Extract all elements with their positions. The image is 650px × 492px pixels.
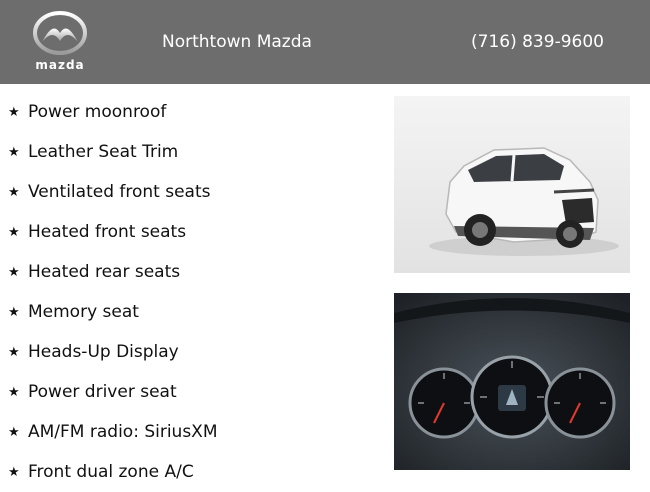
- phone-number[interactable]: (716) 839-9600: [471, 32, 604, 52]
- feature-item: [8, 132, 218, 172]
- star-icon: ★: [8, 344, 20, 360]
- feature-label: Power moonroof: [28, 102, 167, 122]
- feature-list: [8, 92, 218, 492]
- instrument-cluster-photo[interactable]: [394, 293, 630, 470]
- star-icon: ★: [8, 144, 20, 160]
- feature-label: Leather Seat Trim: [28, 142, 179, 162]
- feature-item: [8, 292, 218, 332]
- feature-item: [8, 212, 218, 252]
- feature-label: Heads-Up Display: [28, 342, 179, 362]
- dashboard-image: [394, 293, 630, 470]
- star-icon: ★: [8, 304, 20, 320]
- feature-item: [8, 412, 218, 452]
- feature-label: Ventilated front seats: [28, 182, 211, 202]
- star-icon: ★: [8, 264, 20, 280]
- feature-item: [8, 452, 218, 492]
- feature-label: AM/FM radio: SiriusXM: [28, 422, 218, 442]
- mazda-emblem-icon: [26, 9, 94, 59]
- suv-image: [394, 96, 630, 273]
- header-bar: [0, 0, 650, 84]
- star-icon: ★: [8, 104, 20, 120]
- dealer-name[interactable]: Northtown Mazda: [162, 32, 312, 52]
- feature-item: [8, 332, 218, 372]
- feature-label: Power driver seat: [28, 382, 177, 402]
- star-icon: ★: [8, 464, 20, 480]
- feature-label: Front dual zone A/C: [28, 462, 194, 482]
- star-icon: ★: [8, 184, 20, 200]
- feature-label: Heated front seats: [28, 222, 187, 242]
- feature-item: [8, 372, 218, 412]
- vehicle-exterior-photo[interactable]: [394, 96, 630, 273]
- feature-label: Memory seat: [28, 302, 139, 322]
- mazda-logo[interactable]: [26, 9, 94, 75]
- feature-item: [8, 252, 218, 292]
- star-icon: ★: [8, 424, 20, 440]
- logo-wordmark: mazda: [35, 58, 85, 72]
- star-icon: ★: [8, 384, 20, 400]
- feature-label: Heated rear seats: [28, 262, 181, 282]
- star-icon: ★: [8, 224, 20, 240]
- feature-item: [8, 92, 218, 132]
- feature-item: [8, 172, 218, 212]
